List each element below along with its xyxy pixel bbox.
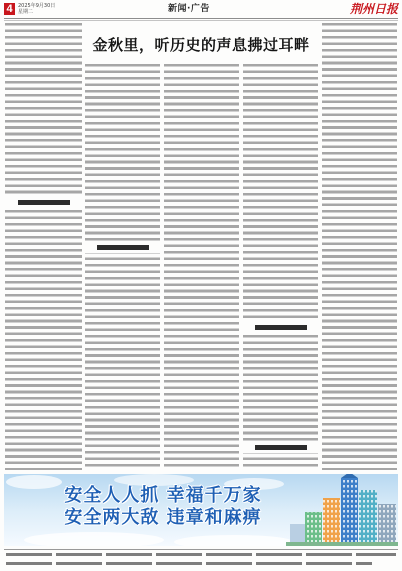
article-column-2 [85,64,160,470]
header-divider-thin [4,20,398,21]
ground [286,542,398,546]
footer-line [6,553,396,556]
article-column-1 [5,23,82,470]
subhead [243,442,318,453]
cloud [24,532,164,546]
footer-line [6,562,372,565]
header-divider [4,18,398,19]
masthead-logo: 荆州日报 [349,2,398,16]
article-column-5 [322,23,397,470]
subhead-text-block [18,200,70,205]
page-number: 4 [4,3,15,15]
ad-slogan-line-2: 安全两大敌 违章和麻痹 [64,507,262,528]
cloud [174,535,294,546]
subhead-text-block [255,325,307,330]
subhead [243,322,318,333]
building-spire [341,474,358,478]
issue-weekday: 星期二 [18,9,34,15]
city-skyline-illustration [286,474,398,546]
article-column-4 [243,64,318,470]
ad-slogan-line-1: 安全人人抓 幸福千万家 [64,485,262,506]
safety-advertisement-banner [4,474,398,546]
subhead [5,197,82,208]
article-column-3 [164,64,239,470]
subhead [85,242,160,253]
article-headline: 金秋里，听历史的声息拂过耳畔 [92,36,310,54]
subhead-text-block [255,445,307,450]
section-title: 新闻·广告 [168,4,210,14]
issue-date: 2025年9月30日 [18,3,56,9]
subhead-text-block [97,245,149,250]
footer-divider [4,549,398,550]
